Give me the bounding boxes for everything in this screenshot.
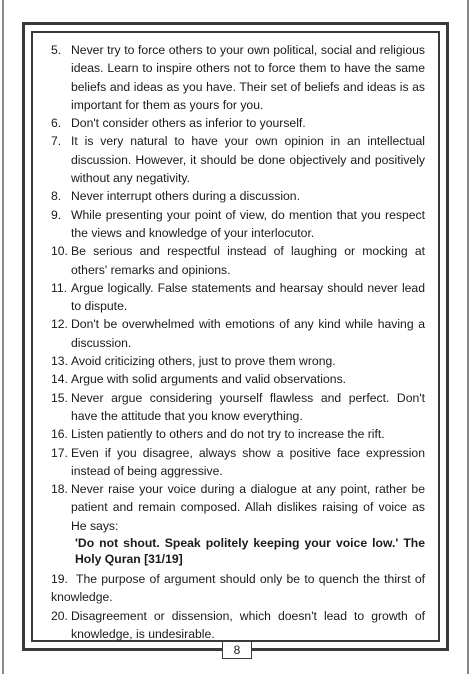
item-text: The purpose of argument should only be to quench the thirst of knowledge. [51,572,426,605]
list-item [51,132,425,187]
item-text: Never argue considering yourself flawless and perfect. Don't have the attitude that you know everything. [71,390,425,423]
item-text: Never interrupt others during a discussion. [71,189,300,204]
item-text: Never try to force others to your own political, social and religious ideas. Learn to inspire others not to force them to have the same beliefs and ideas as you have. Their set of beliefs and ideas is as important for them as yours for you. [71,43,425,112]
item-text: Don't consider others as inferior to yourself. [71,116,306,131]
item-number: 12. [51,317,68,332]
item-number: 10. [51,244,68,259]
item-number: 9. [51,207,62,222]
item-number: 19. [51,572,68,587]
list-item [51,607,425,644]
list-item [51,242,425,279]
list-item [51,187,425,205]
list-item [51,425,425,443]
page-number: 8 [222,641,252,659]
list-item [51,444,425,481]
list-item [51,370,425,388]
list-item [51,114,425,132]
item-number: 14. [51,372,68,387]
item-number: 16. [51,427,68,442]
item-text: Disagreement or dissension, which doesn't lead to growth of knowledge, is undesirable. [71,608,425,641]
list-item [51,570,425,607]
item-number: 7. [51,134,62,149]
list-item [51,352,425,370]
list-item [51,41,425,114]
list-item [51,279,425,316]
item-number: 15. [51,390,68,405]
item-number: 5. [51,43,62,57]
page-content [51,41,425,643]
item-text: Even if you disagree, always show a positive face expression instead of being aggressive. [71,445,425,478]
list-item [51,389,425,426]
item-text: Be serious and respectful instead of laughing or mocking at others' remarks and opinions. [71,244,425,277]
item-number: 13. [51,354,68,369]
item-number: 11. [51,280,68,295]
list-item [51,206,425,243]
item-text: It is very natural to have your own opinion in an intellectual discussion. However, it should be done objectively and positively without any negativity. [71,134,425,186]
item-number: 20. [51,608,68,623]
list-item [51,315,425,352]
item-number: 8. [51,189,62,204]
list-item [51,480,425,535]
item-text: Argue logically. False statements and hearsay should never lead to dispute. [71,280,425,314]
item-text: Argue with solid arguments and valid observations. [71,372,347,387]
item-text: Listen patiently to others and do not try to increase the rift. [71,427,385,442]
item-number: 17. [51,445,68,460]
item-text: Never raise your voice during a dialogue at any point, rather be patient and remain composed. Allah dislikes raising of voice as He says: [71,482,425,533]
quran-quote: 'Do not shout. Speak politely keeping your voice low.' The Holy Quran [31/19] [75,536,425,566]
item-number: 6. [51,116,62,131]
item-text: Avoid criticizing others, just to prove them wrong. [71,354,336,369]
item-text: While presenting your point of view, do mention that you respect the views and knowledge of your interlocutor. [71,207,425,240]
item-number: 18. [51,482,68,497]
item-text: Don't be overwhelmed with emotions of any kind while having a discussion. [71,317,425,350]
